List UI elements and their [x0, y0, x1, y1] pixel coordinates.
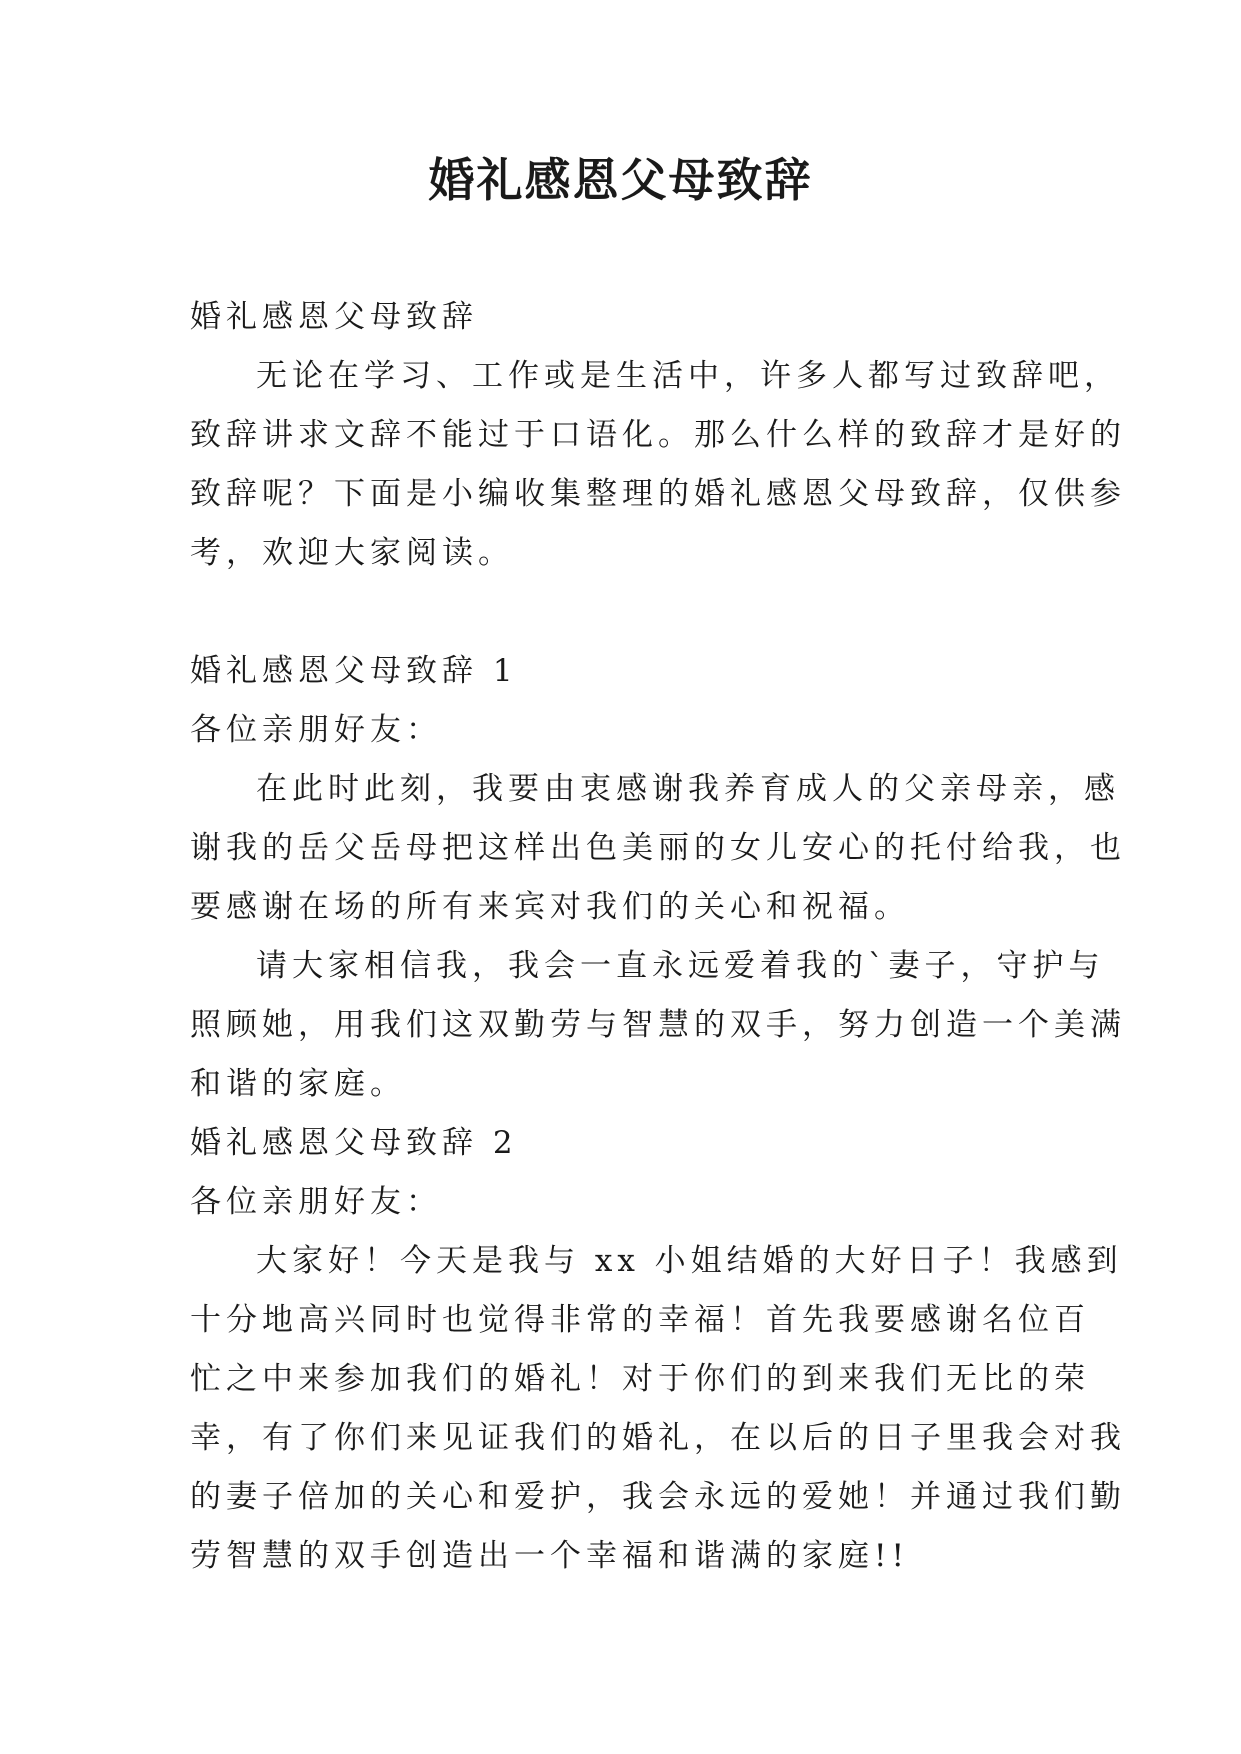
- paragraph-line: 幸，有了你们来见证我们的婚礼，在以后的日子里我会对我: [190, 1420, 1126, 1456]
- greeting: 各位亲朋好友：: [190, 712, 442, 748]
- intro-line: 无论在学习、工作或是生活中，许多人都写过致辞吧，: [256, 358, 1120, 394]
- paragraph-line: 要感谢在场的所有来宾对我们的关心和祝福。: [190, 889, 910, 925]
- section-heading: 婚礼感恩父母致辞 1: [190, 653, 518, 689]
- greeting: 各位亲朋好友：: [190, 1184, 442, 1220]
- paragraph-line: 十分地高兴同时也觉得非常的幸福！首先我要感谢名位百: [190, 1302, 1090, 1338]
- paragraph-line: 在此时此刻，我要由衷感谢我养育成人的父亲母亲，感: [256, 771, 1120, 807]
- section-heading: 婚礼感恩父母致辞 2: [190, 1125, 518, 1161]
- paragraph-line: 和谐的家庭。: [190, 1066, 406, 1102]
- paragraph-line: 照顾她，用我们这双勤劳与智慧的双手，努力创造一个美满: [190, 1007, 1126, 1043]
- paragraph-line: 忙之中来参加我们的婚礼！对于你们的到来我们无比的荣: [190, 1361, 1090, 1397]
- intro-line: 考，欢迎大家阅读。: [190, 535, 514, 571]
- paragraph-line: 谢我的岳父岳母把这样出色美丽的女儿安心的托付给我，也: [190, 830, 1126, 866]
- intro-line: 致辞呢？下面是小编收集整理的婚礼感恩父母致辞，仅供参: [190, 476, 1126, 512]
- paragraph-gap: [190, 583, 1060, 642]
- page-title: 婚礼感恩父母致辞: [428, 153, 813, 207]
- subtitle: 婚礼感恩父母致辞: [190, 299, 478, 335]
- paragraph-line: 请大家相信我，我会一直永远爱着我的`妻子，守护与: [256, 948, 1105, 984]
- paragraph-line: 劳智慧的双手创造出一个幸福和谐满的家庭!!: [190, 1538, 909, 1574]
- document-body: [190, 288, 1126, 1586]
- paragraph-line: 的妻子倍加的关心和爱护，我会永远的爱她！并通过我们勤: [190, 1479, 1126, 1515]
- paragraph-line: 大家好！今天是我与 xx 小姐结婚的大好日子！我感到: [256, 1243, 1123, 1279]
- intro-line: 致辞讲求文辞不能过于口语化。那么什么样的致辞才是好的: [190, 417, 1126, 453]
